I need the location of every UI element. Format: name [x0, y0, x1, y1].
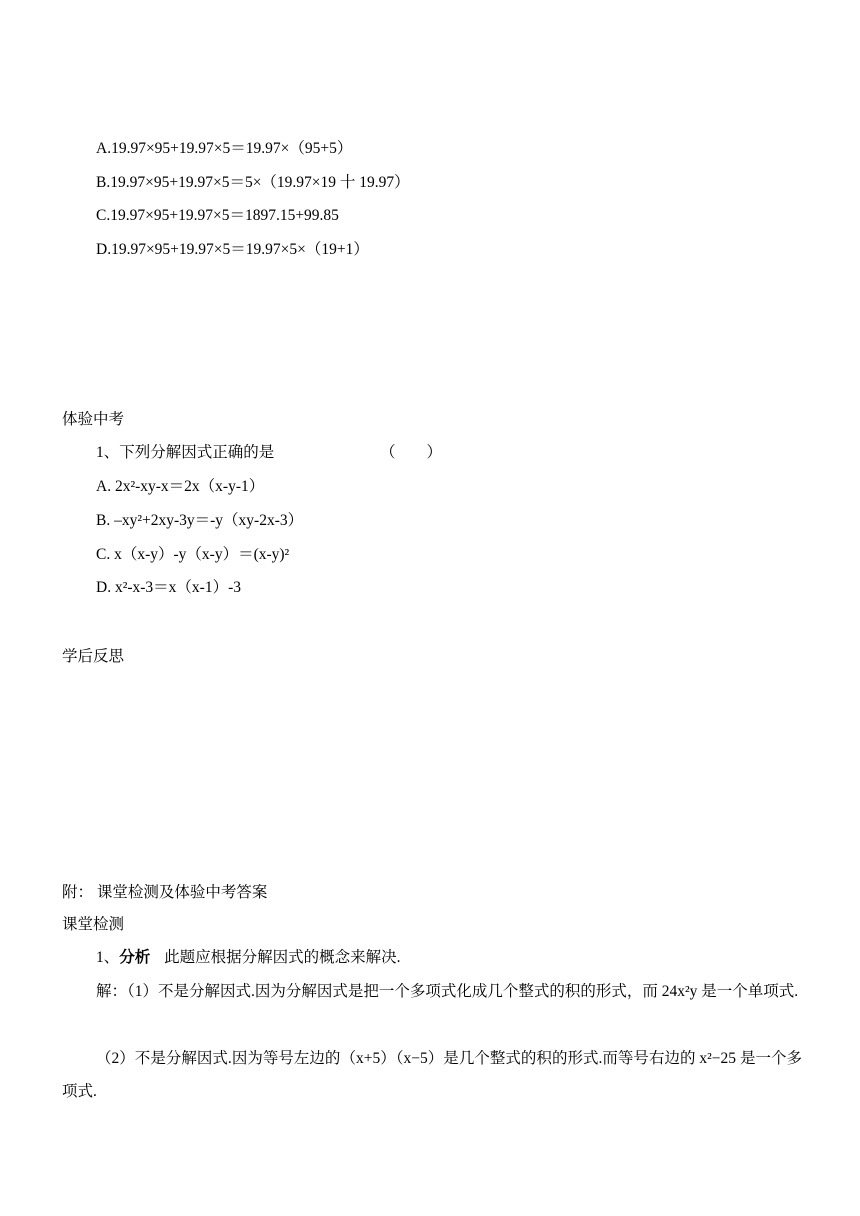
- exam-option-d-text: D. x²-x-3＝x（x-1）-3: [96, 579, 241, 596]
- appendix-item-1: [96, 948, 401, 968]
- choice-b: B.19.97×95+19.97×5＝5×（19.97×19 十 19.97）: [96, 174, 410, 191]
- solution-2: [62, 1042, 802, 1108]
- solution-1-text: 解：（1）不是分解因式.因为分解因式是把一个多项式化成几个整式的积的形式，而 24x²y 是一个单项式.: [96, 983, 799, 1000]
- exam-option-a: [96, 477, 264, 497]
- reflection-heading: 学后反思: [62, 648, 125, 665]
- item-1-label: 分析: [119, 949, 151, 966]
- solution-2-text: （2）不是分解因式.因为等号左边的（x+5）（x−5）是几个整式的积的形式.而等号右边的 x²−25 是一个多项式.: [62, 1050, 802, 1100]
- item-1-text: 此题应根据分解因式的概念来解决.: [164, 949, 401, 966]
- exam-question-1: [96, 443, 443, 463]
- choice-d: D.19.97×95+19.97×5＝19.97×5×（19+1）: [96, 241, 369, 258]
- exam-question-1-text: 1、下列分解因式正确的是: [96, 444, 275, 461]
- choice-c: C.19.97×95+19.97×5＝1897.15+99.85: [96, 207, 339, 224]
- exam-option-b-text: B. –xy²+2xy-3y＝-y（xy-2x-3）: [96, 512, 304, 529]
- appendix-title: 附： 课堂检测及体验中考答案: [62, 884, 268, 901]
- exam-option-a-text: A. 2x²-xy-x＝2x（x-y-1）: [96, 478, 265, 495]
- item-1-number: 1、: [96, 949, 120, 966]
- appendix-section: 课堂检测: [62, 916, 125, 933]
- exam-heading: 体验中考: [62, 411, 125, 428]
- exam-option-c-text: C. x（x-y）-y（x-y）＝(x-y)²: [96, 546, 290, 563]
- exam-option-b: [96, 511, 303, 531]
- exam-option-d: [96, 578, 241, 598]
- solution-1: [62, 975, 802, 1008]
- choice-a: A.19.97×95+19.97×5＝19.97×（95+5）: [96, 140, 353, 157]
- exam-option-c: [96, 545, 289, 565]
- answer-paren: （ ）: [380, 444, 443, 461]
